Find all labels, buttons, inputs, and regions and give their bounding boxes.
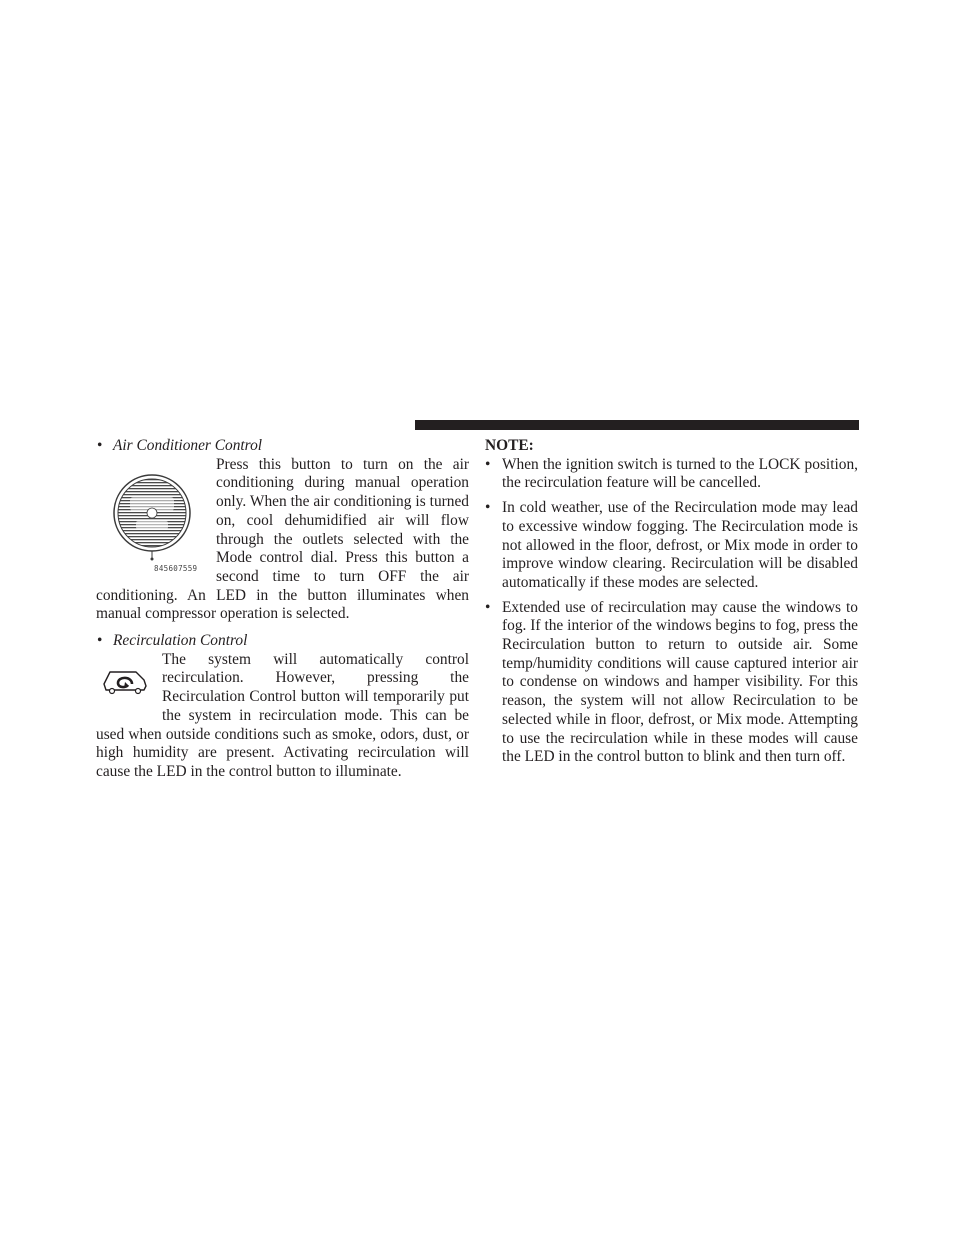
recirculation-section [96,632,469,782]
ac-body-text: Press this button to turn on the air conditioning during manual operation only. When the air conditioning is turned on, cool dehumidified air will flow through the outlets selected with the Mode control dial. Press this button a second time to turn OFF the air conditioning. An LED in the button illuminates when manual compressor operation is selected. [96,455,469,623]
left-column [96,437,469,790]
bullet-icon: • [97,437,103,454]
note-list [485,456,858,767]
ac-heading: • Air Conditioner Control [97,437,263,454]
recirculation-body-text: The system will automatically control recirculation. However, pressing the Recirculation Control button will temporarily put the system in recirculation mode. This can be used when outside conditions such as smoke, odors, dust, or high humidity are present. Activating recirculation will cause the LED in the control button to illuminate. [96,650,469,780]
right-column [485,437,858,773]
list-item: • In cold weather, use of the Recirculation mode may lead to excessive window fogging. The Recirculation mode is not allowed in the floor, defrost, or Mix mode in order to improve window clearing. Recirculation will be disabled automatically if these modes are selected. [485,499,858,591]
recirculation-heading: • Recirculation Control [97,632,248,650]
note-heading: NOTE: [485,437,534,454]
section-header-bar [415,420,859,430]
image-code: 845607559 [154,563,198,573]
recirculation-icon [96,656,154,711]
list-item: • Extended use of recirculation may cause the windows to fog. If the interior of the windows begins to fog, press the Recirculation button to return to outside air. Some temp/humidity conditions will cause captured interior air to condense on windows and hamper visibility. For this reason, the system will not allow Recirculation to be selected while in floor, defrost, or Mix mode. Attempting to use the recirculation while in these modes will cause the LED in the control button to blink and then turn off. [485,598,858,766]
bullet-icon: • [97,632,103,650]
ac-section [96,437,469,624]
bullet-icon: • [485,598,491,616]
ac-button-icon [96,461,208,573]
bullet-icon: • [485,499,491,517]
bullet-icon: • [485,455,491,473]
list-item: • When the ignition switch is turned to the LOCK position, the recirculation feature will be cancelled. [485,455,858,492]
